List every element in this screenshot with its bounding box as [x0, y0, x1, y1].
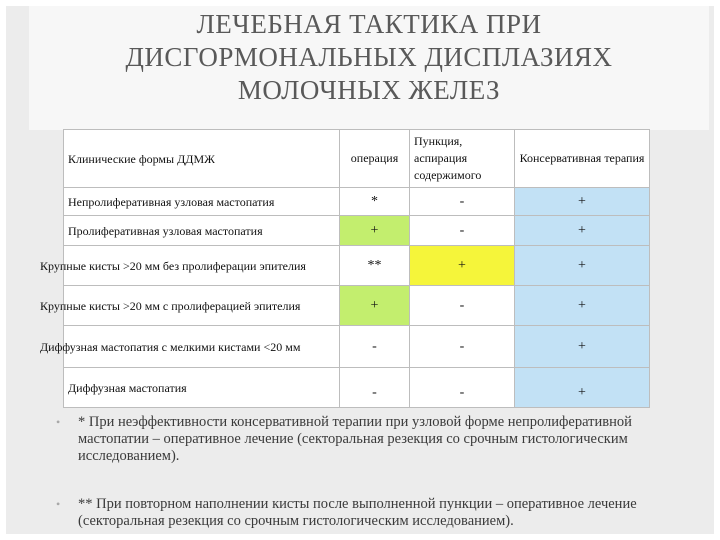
- cell-conservative: +: [515, 246, 650, 286]
- cell-operation: *: [340, 188, 410, 216]
- slide-title: [29, 8, 709, 107]
- cell-conservative: +: [515, 368, 650, 408]
- footnote-text: * При неэффективности консервативной терапии при узловой форме непролиферативной мастопатии – оперативное лечение (секторальная резекция со срочным гистологическим исследованием).: [78, 414, 632, 464]
- bullet-icon: •: [56, 415, 61, 429]
- cell-operation: +: [340, 286, 410, 326]
- bullet-icon: •: [56, 497, 61, 511]
- footnote: [56, 496, 696, 530]
- cell-operation: -: [340, 326, 410, 368]
- footnote-text: ** При повторном наполнении кисты после выполненной пункции – оперативное лечение (секторальная резекция со срочным гистологическим исследованием).: [78, 496, 637, 529]
- header-clinical-forms: Клинические формы ДДМЖ: [64, 130, 340, 188]
- row-label: Крупные кисты >20 мм без пролиферации эпителия: [64, 246, 340, 286]
- cell-operation: **: [340, 246, 410, 286]
- row-label: Диффузная мастопатия с мелкими кистами <20 мм: [64, 326, 340, 368]
- cell-conservative: +: [515, 216, 650, 246]
- row-label: Пролиферативная узловая мастопатия: [64, 216, 340, 246]
- row-label: Непролиферативная узловая мастопатия: [64, 188, 340, 216]
- cell-puncture: +: [410, 246, 515, 286]
- header-operation: операция: [340, 130, 410, 188]
- table-header-row: [64, 130, 650, 188]
- table-row: [64, 246, 650, 286]
- header-conservative: Консервативная терапия: [515, 130, 650, 188]
- title-line: МОЛОЧНЫХ ЖЕЛЕЗ: [237, 75, 501, 105]
- title-line: ДИСГОРМОНАЛЬНЫХ ДИСПЛАЗИЯХ: [125, 42, 613, 72]
- title-box: [29, 6, 709, 130]
- table-row: [64, 216, 650, 246]
- table-row: [64, 368, 650, 408]
- footnotes: [56, 414, 696, 530]
- row-label: Диффузная мастопатия: [64, 368, 340, 408]
- title-line: ЛЕЧЕБНАЯ ТАКТИКА ПРИ: [196, 9, 542, 39]
- row-label: Крупные кисты >20 мм с пролиферацией эпителия: [64, 286, 340, 326]
- table-row: [64, 326, 650, 368]
- table-row: [64, 286, 650, 326]
- table-row: [64, 188, 650, 216]
- cell-operation: -: [340, 368, 410, 408]
- cell-conservative: +: [515, 286, 650, 326]
- cell-puncture: -: [410, 326, 515, 368]
- cell-operation: +: [340, 216, 410, 246]
- cell-puncture: -: [410, 286, 515, 326]
- cell-puncture: -: [410, 368, 515, 408]
- footnote: [56, 414, 696, 465]
- cell-conservative: +: [515, 326, 650, 368]
- cell-conservative: +: [515, 188, 650, 216]
- cell-puncture: -: [410, 188, 515, 216]
- header-puncture: Пункция, аспирация содержимого: [410, 130, 515, 188]
- treatment-table: [40, 129, 650, 408]
- cell-puncture: -: [410, 216, 515, 246]
